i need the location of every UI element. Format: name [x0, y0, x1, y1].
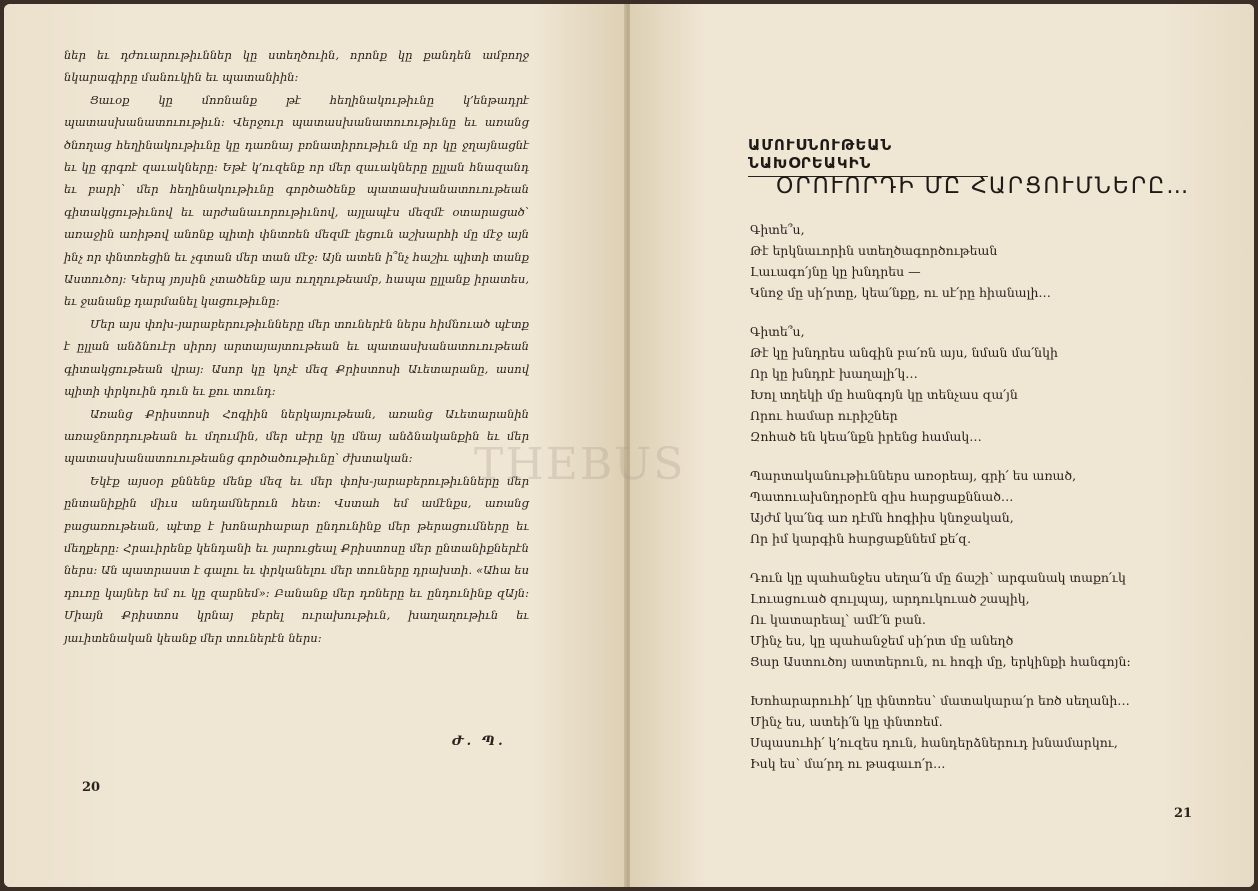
- poem-line: Կնոջ մը սի՛րտը, կեա՛նքը, ու սէ՛րը հիանալի․․․: [750, 285, 1051, 300]
- poem-line: Որ կը խնդրէ խաղալի՛կ․․․: [750, 366, 918, 381]
- poem-line: Որու համար ուրիշներ: [750, 408, 898, 423]
- poem-line: Գիտե՞ս,: [750, 324, 805, 339]
- poem-line: Այժմ կա՛նգ առ դէմն հոգիիս կնոջական,: [750, 510, 1014, 525]
- poem-line: Թէ երկնաւորին ստեղծագործութեան: [750, 243, 998, 258]
- poem-line: Պարտականութիւններս առօրեայ, գրի՛ ես առած,: [750, 468, 1077, 483]
- book-spread: [4, 4, 1254, 887]
- poem-stanza: [750, 690, 1220, 774]
- poem-title: ՕՐՈՒՈՐԴԻ ՄԸ ՀԱՐՑՈՒՄՆԵՐԸ…: [776, 174, 1191, 199]
- poem-line: Մինչ ես, ատեի՛ն կը փնտռեմ․: [750, 714, 943, 729]
- prose-paragraph: Առանց Քրիստոսի Հոգիին ներկայութեան, առանց Աւետարանին առաջնորդութեան եւ մղումին, մեր սէրը կը մնայ անձնականքին եւ մեր պատասխանատուութեանց գործածութիւնը՝ ժխտական։: [64, 406, 529, 466]
- poem-line: Թէ կը խնդրես անգին բա՛ռն այս, նման մա՛նկի: [750, 345, 1058, 360]
- poem-line: Մինչ ես, կը պահանջեմ սի՛րտ մը անեղծ: [750, 633, 1014, 648]
- author-signature: Ժ. Պ.: [452, 734, 506, 749]
- poem-line: Լաւագո՛յնը կը խնդրես —: [750, 264, 921, 279]
- poem-line: Գիտե՞ս,: [750, 222, 805, 237]
- poem-line: Դուն կը պահանջես սեղա՛ն մը ճաշի՝ արգանակ տաքո՛ւկ: [750, 570, 1126, 585]
- page-number-left: 20: [82, 780, 101, 795]
- poem: [750, 219, 1220, 792]
- poem-line: Խոհարարուհի՛ կը փնտռես՝ մատակարա՛ր եռծ սեղանի․․․: [750, 693, 1130, 708]
- poem-stanza: [750, 219, 1220, 303]
- poem-stanza: [750, 465, 1220, 549]
- poem-line: Խոլ տղեկի մը հանգոյն կը տենչաս զա՛յն: [750, 387, 1018, 402]
- poem-stanza: [750, 567, 1220, 672]
- watermark: THEBUS: [474, 439, 686, 490]
- prose-paragraph: ներ եւ դժուարութիւններ կը ստեղծուին, որոնք կը քանդեն ամբողջ նկարագիրը մանուկին եւ պատանիին։: [64, 48, 529, 85]
- poem-line: Ու կատարեալ՝ ամէ՛ն բան․: [750, 612, 927, 627]
- left-page-prose: [64, 44, 529, 649]
- section-title: ԱՄՈՒՍՆՈՒԹԵԱՆ ՆԱԽՕՐԵԱԿԻՆ: [748, 136, 988, 177]
- right-page: [630, 4, 1254, 887]
- poem-line: Զոհած են կեա՛նքն իրենց համակ․․․: [750, 429, 982, 444]
- poem-line: Որ իմ կարգին հարցաքննեմ քե՛զ․: [750, 531, 972, 546]
- poem-stanza: [750, 321, 1220, 447]
- prose-paragraph: Մեր այս փոխ-յարաբերութիւնները մեր տուներէն ներս հիմնուած պէտք է ըլլան անձնուէր սիրոյ արտայայտութեան եւ պատասխանատուութեան գիտակցութեան վրայ։ Ասոր կը կոչէ մեզ Քրիստոսի Աւետարանը, ասով պիտի փրկուին դուն եւ քու տունդ։: [64, 316, 529, 399]
- poem-line: Իսկ ես՝ մա՛րդ ու թագաւո՛ր․․․: [750, 756, 946, 771]
- poem-line: Լուացուած զուլպայ, արդուկուած շապիկ,: [750, 591, 1030, 606]
- prose-paragraph: Ցաւօք կը մոռնանք թէ հեղինակութիւնը կ՚ենթադրէ պատասխանատուութիւն։ Վերջուր պատասխանատուութիւնը եւ առանց ծնողաց հեղինակութիւնը կը դառնայ բռնատիրութիւն մը որ կը ջղայնացնէ եւ կը գրգռէ զաւակները։ Եթէ կ՚ուզենք որ մեր զաւակները ըլլան հնազանդ եւ բարի՝ մեր հեղինակութիւնը գործածենք պատասխանատուութեան գիտակցութիւնով եւ արժանաւորութիւնով, այլապէս մեզմէ օտարացած՝ առաջին առիթով անոնք պիտի փնտռեն մեզմէ լեցուն աշխարհի մը մէջ այն ինչ որ փնտռեցին եւ չգտան մեր տան մէջ։ Այն ատեն ի՞նչ հաշիւ պիտի տանք Աստուծոյ։ Կերպ յոյսին չտածենք այս ուղղութեամբ, հապա ըլլանք իրատես, եւ ջանանք դարմանել կացութիւնը։: [64, 92, 529, 309]
- page-number-right: 21: [1174, 806, 1193, 821]
- prose-paragraph: Եկէք այսօր քննենք մենք մեզ եւ մեր փոխ-յարաբերութիւնները մեր ընտանիքին միւս անդամներուն հետ։ Վստահ եմ ամէնքս, առանց բացառութեան, պէտք է խոնարհաբար ընդունինք մեր թերացումները եւ մեղքերը։ Հրաւիրենք կենդանի եւ յարուցեալ Քրիստոսը մեր ընտանիքներէն ներս։ Ան պատրաստ է գալու եւ փրկանելու մեր տուները դրախտի․ «Ահա ես դուռը կայներ եմ ու կը զարնեմ»։ Բանանք մեր դռները եւ ընդունինք զԱյն։ Միայն Քրիստոս կրնայ բերել ուրախութիւն, խաղաղութիւն եւ յաւիտենական կեանք մեր տուներէն ներս։: [64, 473, 529, 645]
- poem-line: Ցար Աստուծոյ ատտերուն, ու հոգի մը, երկինքի հանգոյն։: [750, 654, 1131, 669]
- poem-line: Սպասուհի՛ կ՚ուզես դուն, հանդերձներուդ խնամարկու,: [750, 735, 1118, 750]
- poem-line: Պատուախնդրօրէն զիս հարցաքննած․․․: [750, 489, 1014, 504]
